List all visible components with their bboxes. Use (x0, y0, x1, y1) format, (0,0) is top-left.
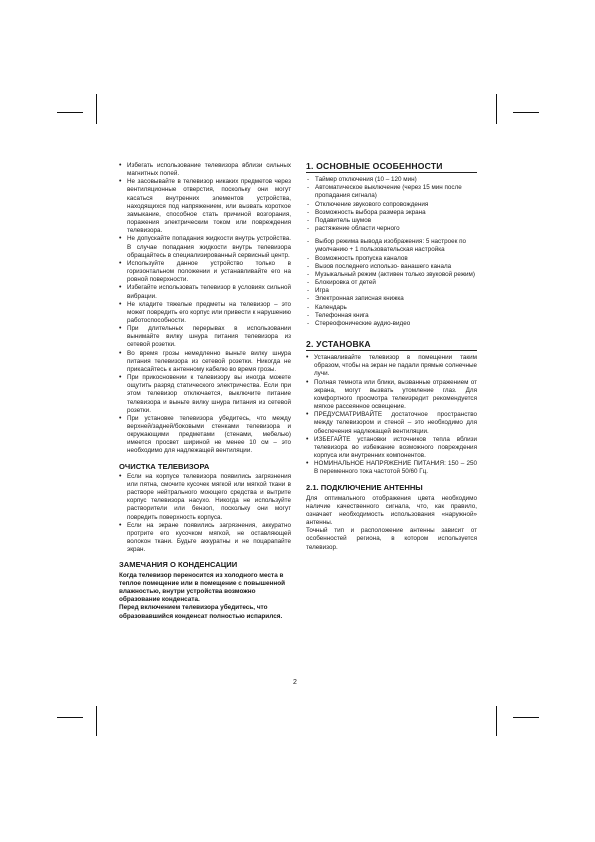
feature-item: - Вызов последнего использо- ванашего канала (306, 263, 477, 271)
features-list-b (306, 238, 477, 328)
condensation-paragraph: Перед включением телевизора убедитесь, что образовавшийся конденсат полностью испарился. (119, 604, 283, 620)
safety-item: • При длительных перерывах в использовании вынимайте вилку шнура питания телевизора из сетевой розетки. (119, 325, 291, 349)
features-heading: 1. ОСНОВНЫЕ ОСОБЕННОСТИ (306, 161, 443, 171)
feature-item: - Электронная записная книжка (306, 295, 477, 303)
feature-item: - Блокировка от детей (306, 279, 477, 287)
feature-item: - Таймер отключения (10 – 120 мин) (306, 176, 477, 184)
feature-item: - растяжение области черного (306, 225, 477, 233)
safety-item: • Избегайте использовать телевизор в условиях сильной вибрации. (119, 284, 291, 300)
feature-item: - Автоматическое выключение (через 15 мин после пропадания сигнала) (306, 184, 477, 200)
feature-item: - Подавитель шумов (306, 217, 477, 225)
install-item: • НОМИНАЛЬНОЕ НАПРЯЖЕНИЕ ПИТАНИЯ: 150 – 250 В переменного тока частотой 50/60 Гц. (306, 460, 477, 476)
feature-item: - Выбор режима вывода изображения: 5 настроек по умолчанию + 1 пользовательская настройка (306, 238, 477, 254)
condensation-heading: ЗАМЕЧАНИЯ О КОНДЕНСАЦИИ (119, 560, 238, 570)
safety-item: • Не засовывайте в телевизор никаких предметов через вентиляционные отверстия, поскольку они могут касаться внутренних элементов устройства, находящихся под напряжением, или вызвать короткое замыкание, способное стать причиной возгорания, поражения электрическим током или повреждения телевизора. (119, 178, 291, 235)
safety-list (119, 162, 291, 456)
antenna-heading: 2.1. ПОДКЛЮЧЕНИЕ АНТЕННЫ (306, 483, 423, 493)
install-item: • Устанавливайте телевизор в помещении таким образом, чтобы на экран не падали прямые солнечные лучи. (306, 354, 477, 378)
crop-mark-br-h (513, 717, 539, 718)
cleaning-list (119, 473, 291, 555)
safety-item: • При прикосновении к телевизору вы иногда можете ощутить разряд статического электричества. Если при этом телевизор отключается, выключите питание телевизора и выньте вилку шнура питания из сетевой розетки. (119, 374, 291, 415)
install-heading: 2. УСТАНОВКА (306, 338, 371, 349)
feature-item: - Календарь (306, 304, 477, 312)
install-list (306, 354, 477, 476)
crop-mark-tr-h (513, 112, 539, 113)
crop-mark-tr-v (496, 94, 497, 124)
page-number: 2 (293, 679, 297, 686)
crop-mark-tl-v (96, 94, 97, 124)
safety-item: • Используйте данное устройство только в горизонтальном положении и устанавливайте его на ровной поверхности. (119, 260, 291, 284)
antenna-paragraph: Для оптимального отображения цвета необходимо наличие качественного сигнала, что, как правило, означает необходимость использования «наружной» антенны. (306, 494, 477, 527)
condensation-paragraph: Когда телевизор переносится из холодного места в теплое помещение или в помещение с повышенной влажностью, внутри устройства возможно образование конденсата. (119, 571, 286, 604)
safety-item: • Не допускайте попадания жидкости внутрь устройства. В случае попадания жидкости внутрь телевизора обращайтесь в специализированный сервисный центр. (119, 235, 291, 259)
cleaning-item: • Если на корпусе телевизора появились загрязнения или пятна, смочите кусочек мягкой или мягкой ткани в растворе нейтрального моющего средства и вытрите корпус телевизора насухо. Никогда не используйте растворители или бензол, поскольку они могут повредить поверхность корпуса. (119, 473, 291, 522)
install-item: • ПРЕДУСМАТРИВАЙТЕ достаточное пространство между телевизором и стеной – это необходимо для обеспечения надлежащей вентиляции. (306, 411, 477, 435)
feature-item: - Возможность выбора размера экрана (306, 209, 477, 217)
antenna-paragraph: Точный тип и расположение антенны зависит от особенностей региона, в котором используется телевизор. (306, 527, 477, 551)
feature-item: - Отключение звукового сопровождения (306, 201, 477, 209)
feature-item: - Музыкальный режим (активен только звуковой режим) (306, 271, 477, 279)
safety-item: • Не кладите тяжелые предметы на телевизор – это может повредить его корпус или привести к нарушению работоспособности. (119, 301, 291, 325)
cleaning-item: • Если на экране появились загрязнения, аккуратно протрите его кусочком мягкой, не оставляющей волокон ткани. Будьте аккуратны и не поцарапайте экран. (119, 522, 291, 555)
install-divider (306, 350, 477, 351)
features-list-a (306, 176, 477, 233)
safety-item: • Избегать использование телевизора вблизи сильных магнитных полей. (119, 162, 291, 178)
safety-item: • Во время грозы немедленно выньте вилку шнура питания телевизора из сетевой розетки. Никогда не прикасайтесь к антенному кабелю во время грозы. (119, 350, 291, 374)
feature-item: - Игра (306, 287, 477, 295)
feature-item: - Стереофонические аудио-видео (306, 320, 477, 328)
crop-mark-tl-h (57, 112, 83, 113)
left-column (119, 162, 291, 621)
install-item: • ИЗБЕГАЙТЕ установки источников тепла вблизи телевизора во избежание возможного повреждения корпуса или внутренних компонентов. (306, 436, 477, 460)
safety-item: • При установке телевизора убедитесь, что между верхней/задней/боковыми стенками телевизора и окружающими предметами (стенами, мебелью) имеется просвет шириной не менее 10 см – это необходимо для надлежащей вентиляции. (119, 415, 291, 456)
right-column (306, 162, 477, 552)
install-item: • Полная темнота или блики, вызванные отражением от экрана, могут вызвать утомление глаз. Для комфортного просмотра телеизредит рекомендуется мягкое рассеянное освещение. (306, 379, 477, 412)
feature-item: - Возможность пропуска каналов (306, 255, 477, 263)
cleaning-heading: ОЧИСТКА ТЕЛЕВИЗОРА (119, 461, 210, 471)
crop-mark-bl-h (57, 717, 83, 718)
feature-item: - Телефонная книга (306, 312, 477, 320)
features-divider (306, 172, 477, 173)
crop-mark-br-v (496, 706, 497, 736)
crop-mark-bl-v (96, 706, 97, 736)
